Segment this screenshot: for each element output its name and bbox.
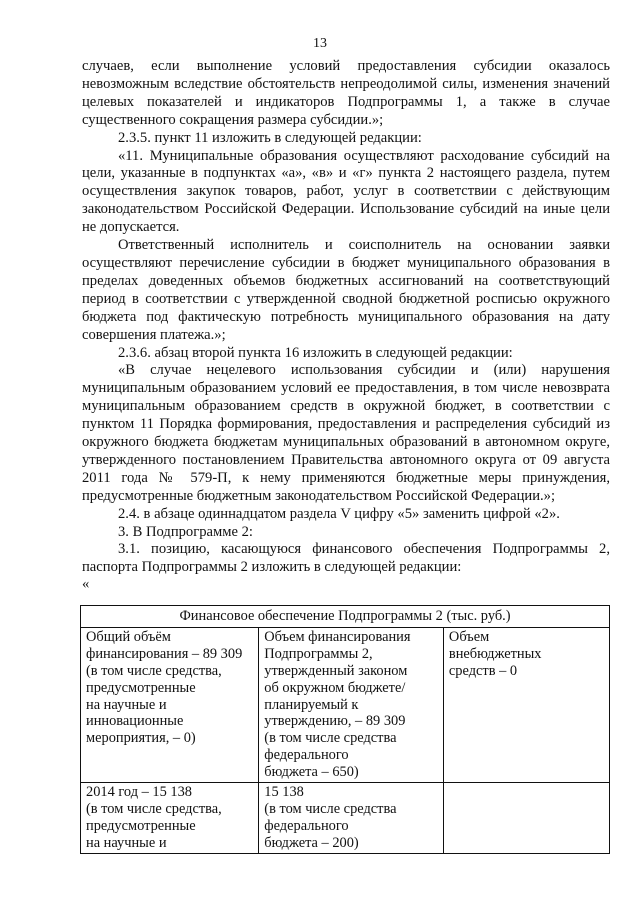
year-2014-total-cell: 2014 год – 15 138 (в том числе средства, предусмотренные на научные и [81, 783, 259, 854]
paragraph-2-4: 2.4. в абзаце одиннадцатом раздела V цифру «5» заменить цифрой «2». [118, 505, 560, 522]
paragraph-misuse: «В случае нецелевого использования субсидии и (или) нарушения муниципальным образованием условий ее предоставления, в том числе невозврата муниципальным образованием средств в окружной бюджет, в соответствии с пунктом 11 Порядка формирования, предоставления и распределения субсидий из окружного бюджета бюджетам муниципальных образований в автономном округе, утвержденного постановлением Правительства автономного округа от 09 августа 2011 года № 579-П, к нему применяются бюджетные меры принуждения, предусмотренные бюджетным законодательством Российской Федерации.»; [82, 362, 610, 504]
total-financing-cell: Общий объём финансирования – 89 309 (в том числе средства, предусмотренные на научные и инновационные мероприятия, – 0) [81, 627, 259, 782]
paragraph-3-1: 3.1. позицию, касающуюся финансового обеспечения Подпрограммы 2, паспорта Подпрограммы 2 изложить в следующей редакции: [82, 541, 610, 576]
table-row [81, 783, 610, 854]
paragraph-continuation: случаев, если выполнение условий предоставления субсидии оказалось невозможным вследствие обстоятельств непреодолимой силы, изменения значений целевых показателей и индикаторов Подпрограммы 1, а также в случае существенного сокращения размера субсидии.»; [82, 58, 610, 128]
paragraph-2-3-5: 2.3.5. пункт 11 изложить в следующей редакции: [118, 129, 422, 146]
document-body [82, 58, 610, 593]
year-2014-extrabudgetary-cell [443, 783, 609, 854]
paragraph-item-11: «11. Муниципальные образования осуществляют расходование субсидий на цели, указанные в подпунктах «а», «в» и «г» пункта 2 настоящего раздела, путем осуществления закупок товаров, работ, услуг в соответствии с действующим законодательством Российской Федерации. Использование субсидий на иные цели не допускается. [82, 147, 610, 236]
page-number: 13 [313, 36, 327, 51]
paragraph-responsible-executor: Ответственный исполнитель и соисполнитель на основании заявки осуществляют перечисление субсидии в бюджет муниципального образования в пределах доведенных объемов бюджетных ассигнований на соответствующий период в соответствии с утвержденной сводной бюджетной росписью окружного бюджета под фактическую потребность муниципального образования на дату совершения платежа.»; [82, 237, 610, 343]
year-2014-budget-cell: 15 138 (в том числе средства федерального бюджета – 200) [259, 783, 444, 854]
paragraph-3: 3. В Подпрограмме 2: [118, 523, 253, 540]
budget-financing-cell: Объем финансирования Подпрограммы 2, утвержденный законом об окружном бюджете/ планируемый к утверждению, – 89 309 (в том числе средства федерального бюджета – 650) [259, 627, 444, 782]
extrabudgetary-cell: Объем внебюджетных средств – 0 [443, 627, 609, 782]
table-header-row [81, 606, 610, 628]
table-title: Финансовое обеспечение Подпрограммы 2 (тыс. руб.) [81, 606, 610, 628]
table-row [81, 627, 610, 782]
financing-table [80, 605, 610, 854]
quote-open-mark: « [82, 576, 90, 593]
paragraph-2-3-6: 2.3.6. абзац второй пункта 16 изложить в следующей редакции: [118, 344, 513, 361]
